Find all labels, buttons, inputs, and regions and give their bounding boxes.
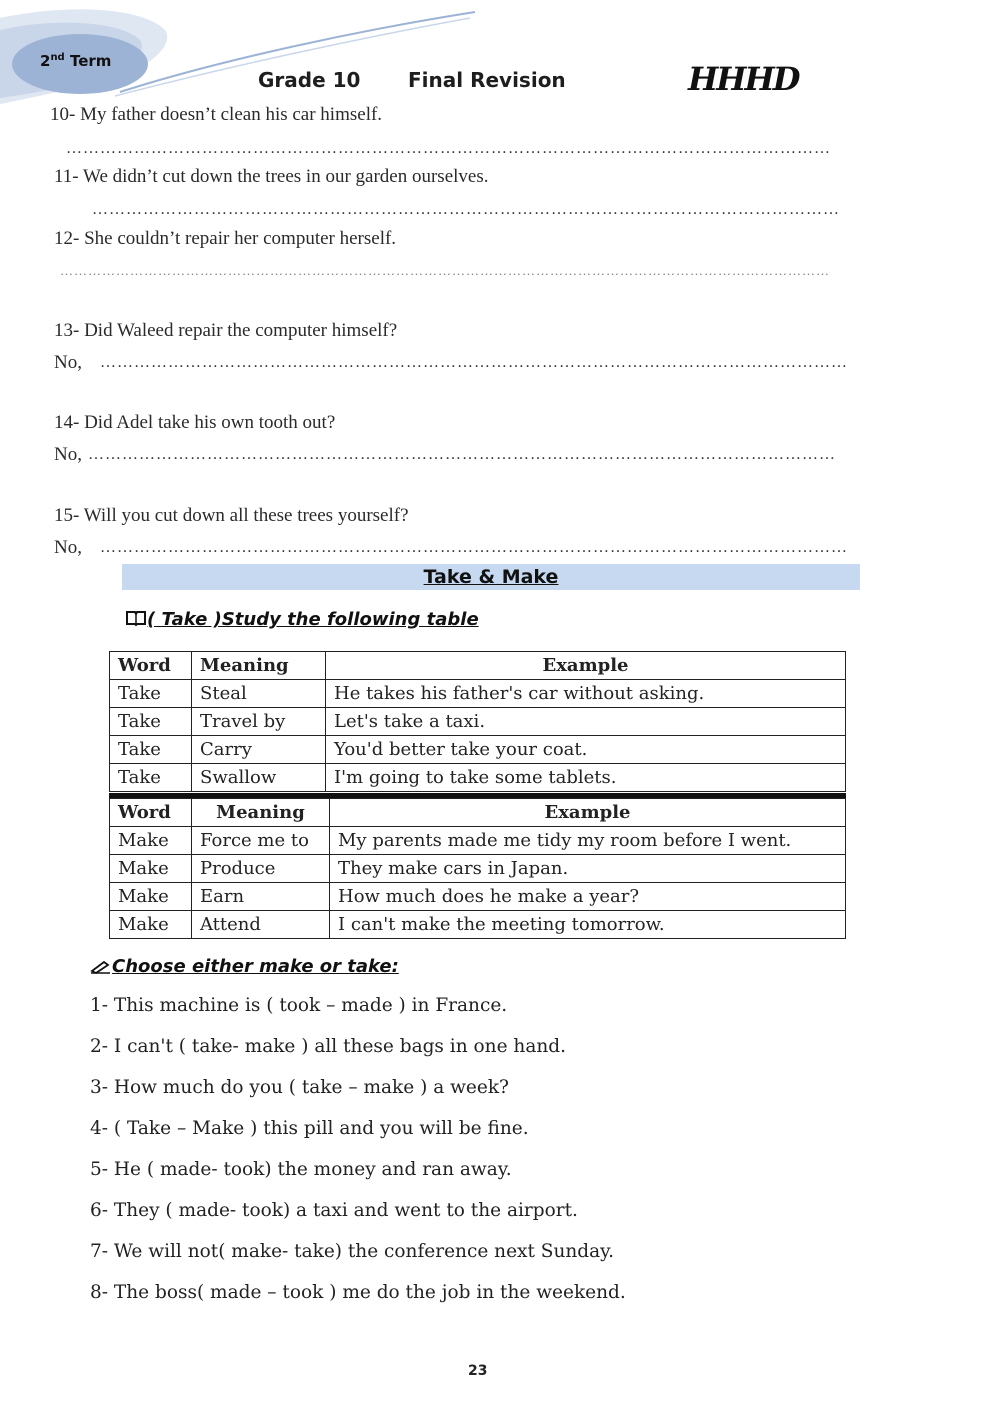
table-cell: Let's take a taxi. [326,708,846,736]
exercise-item: 3- How much do you ( take – make ) a week? [90,1077,509,1098]
table-row [110,883,846,911]
table-cell: Carry [192,736,326,764]
exercise-item: 2- I can't ( take- make ) all these bags in one hand. [90,1036,566,1057]
term-number: 2 [40,52,51,70]
question-14: 14- Did Adel take his own tooth out? [54,412,336,433]
logo-text: HHHD [688,60,799,98]
table-cell: Produce [192,855,330,883]
table-row [110,827,846,855]
term-badge [40,52,111,70]
table-cell: Attend [192,911,330,939]
table-header: Example [330,799,846,827]
answer-line-11[interactable]: …………………………………………………………………………………………………………………… [92,201,840,218]
table-row [110,855,846,883]
exercise-item: 6- They ( made- took) a taxi and went to the airport. [90,1200,578,1221]
table-cell: How much does he make a year? [330,883,846,911]
question-10: 10- My father doesn’t clean his car himself. [50,104,383,125]
answer-prefix-13: No, [54,352,82,373]
answer-line-13[interactable]: …………………………………………………………………………………………………………………… [100,354,848,371]
table-header: Meaning [192,799,330,827]
table-header: Example [326,652,846,680]
table-row [110,764,846,792]
exercise-item: 7- We will not( make- take) the conference next Sunday. [90,1241,615,1262]
answer-line-14[interactable]: …………………………………………………………………………………………………………………… [88,446,836,463]
question-13: 13- Did Waleed repair the computer himself? [54,320,398,341]
table-cell: He takes his father's car without asking. [326,680,846,708]
question-11: 11- We didn’t cut down the trees in our garden ourselves. [54,166,489,187]
table-cell: Take [110,680,192,708]
study-heading: ( Take )Study the following table [125,609,479,630]
term-word: Term [69,52,112,70]
table-cell: I'm going to take some tablets. [326,764,846,792]
book-icon [125,609,147,627]
section-title: Take & Make [423,566,559,588]
table-header-row [110,799,846,827]
table-row [110,736,846,764]
term-sup: nd [50,52,65,63]
exercise-heading: Choose either make or take: [90,956,399,977]
table-cell: My parents made me tidy my room before I went. [330,827,846,855]
make-table [109,798,846,939]
table-cell: Take [110,708,192,736]
table-cell: Force me to [192,827,330,855]
table-header-row [110,652,846,680]
table-cell: Swallow [192,764,326,792]
table-header: Word [110,652,192,680]
table-cell: Take [110,764,192,792]
table-cell: Earn [192,883,330,911]
table-cell: You'd better take your coat. [326,736,846,764]
section-band [122,564,860,590]
take-table [109,651,846,792]
pencil-icon [90,958,112,974]
exercise-item: 4- ( Take – Make ) this pill and you will be fine. [90,1118,529,1139]
page-title: Final Revision [408,68,566,92]
table-row [110,680,846,708]
table-header: Word [110,799,192,827]
table-cell: Steal [192,680,326,708]
table-header: Meaning [192,652,326,680]
answer-prefix-15: No, [54,537,82,558]
table-cell: They make cars in Japan. [330,855,846,883]
grade-label: Grade 10 [258,68,361,92]
question-12: 12- She couldn’t repair her computer herself. [54,228,397,249]
table-cell: Make [110,855,192,883]
answer-line-10[interactable]: ……………………………………………………………………………………………………………………… [66,140,831,157]
table-cell: Take [110,736,192,764]
answer-line-15[interactable]: …………………………………………………………………………………………………………………… [100,539,848,556]
table-cell: Travel by [192,708,326,736]
question-15: 15- Will you cut down all these trees yourself? [54,505,409,526]
table-cell: I can't make the meeting tomorrow. [330,911,846,939]
table-cell: Make [110,883,192,911]
page-number: 23 [468,1363,488,1379]
table-row [110,708,846,736]
exercise-item: 1- This machine is ( took – made ) in France. [90,995,508,1016]
answer-line-12[interactable]: ………………………………………………………………………………………………………………………………………………… [60,263,830,278]
exercise-item: 8- The boss( made – took ) me do the job in the weekend. [90,1282,626,1303]
table-row [110,911,846,939]
exercise-item: 5- He ( made- took) the money and ran away. [90,1159,512,1180]
table-cell: Make [110,827,192,855]
answer-prefix-14: No, [54,444,82,465]
table-cell: Make [110,911,192,939]
